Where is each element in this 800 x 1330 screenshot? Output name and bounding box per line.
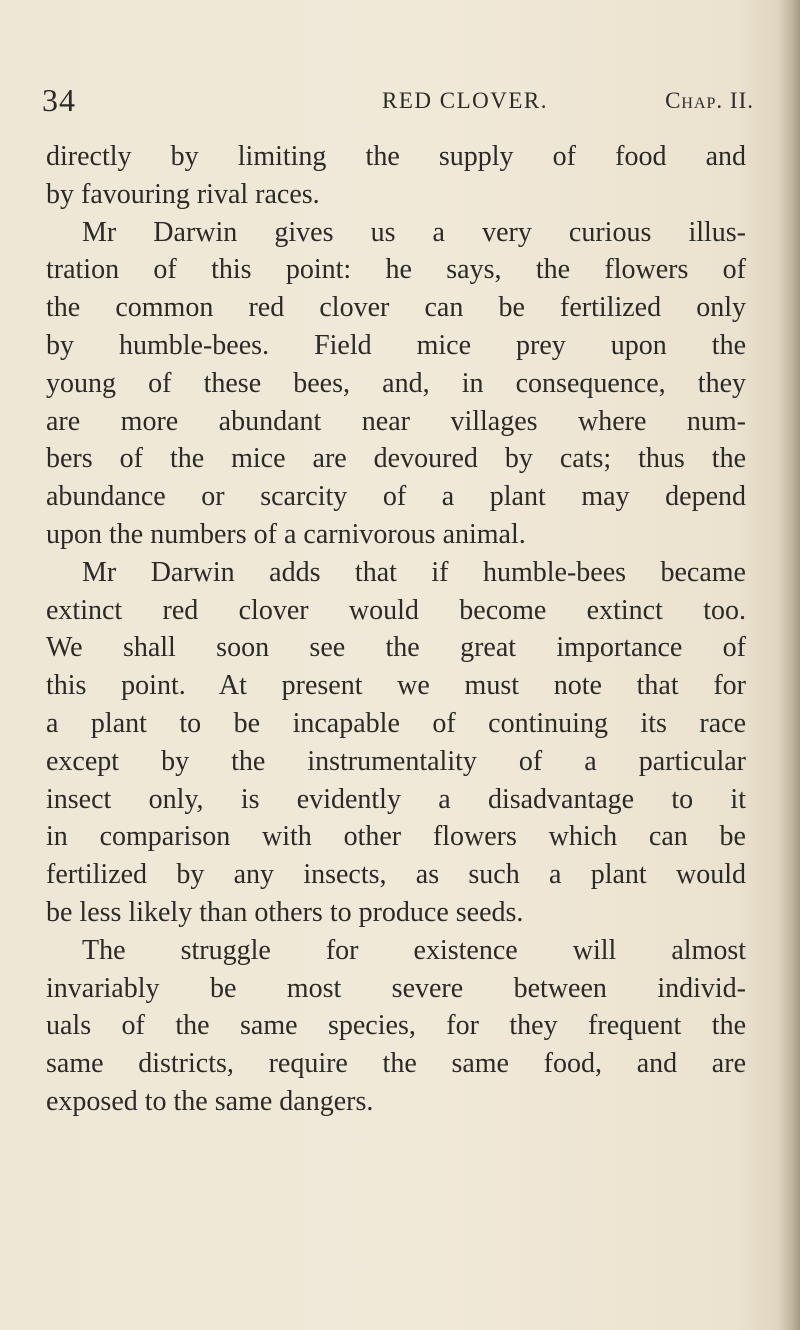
page-edge-shadow: [778, 0, 800, 1330]
text-line: extinct red clover would become extinct too.: [46, 594, 746, 626]
text-line: invariably be most severe between individ-: [46, 972, 746, 1004]
text-line: exposed to the same dangers.: [46, 1085, 374, 1117]
text-line: The struggle for existence will almost: [82, 934, 746, 966]
text-line: directly by limiting the supply of food and: [46, 141, 746, 172]
text-line: same districts, require the same food, and are: [46, 1048, 746, 1080]
text-line: insect only, is evidently a disadvantage to it: [46, 783, 746, 815]
text-line: be less likely than others to produce seeds.: [46, 896, 524, 928]
text-line: fertilized by any insects, as such a plant would: [46, 859, 746, 891]
text-line: young of these bees, and, in consequence, they: [46, 367, 746, 399]
text-line: this point. At present we must note that for: [46, 670, 746, 702]
text-line: We shall soon see the great importance of: [46, 632, 746, 664]
text-line: Mr Darwin gives us a very curious illus-: [82, 216, 746, 248]
text-line: in comparison with other flowers which can be: [46, 821, 746, 853]
text-line: upon the numbers of a carnivorous animal.: [46, 518, 526, 550]
text-line: tration of this point: he says, the flowers of: [46, 254, 746, 286]
chapter-label: Chap. II.: [665, 88, 754, 113]
text-line: Mr Darwin adds that if humble-bees became: [82, 556, 746, 588]
running-header: [42, 82, 754, 122]
text-line: except by the instrumentality of a particular: [46, 745, 746, 777]
running-title: RED CLOVER.: [382, 88, 548, 113]
text-line: bers of the mice are devoured by cats; thus the: [46, 443, 746, 475]
text-line: uals of the same species, for they frequent the: [46, 1010, 746, 1042]
text-line: abundance or scarcity of a plant may depend: [46, 481, 746, 513]
text-line: a plant to be incapable of continuing its race: [46, 707, 746, 739]
body-text: [46, 138, 746, 1121]
text-line: by favouring rival races.: [46, 178, 320, 210]
text-line: by humble-bees. Field mice prey upon the: [46, 329, 746, 361]
page-number: 34: [42, 82, 76, 118]
text-line: are more abundant near villages where num-: [46, 405, 746, 437]
text-line: the common red clover can be fertilized only: [46, 292, 746, 324]
